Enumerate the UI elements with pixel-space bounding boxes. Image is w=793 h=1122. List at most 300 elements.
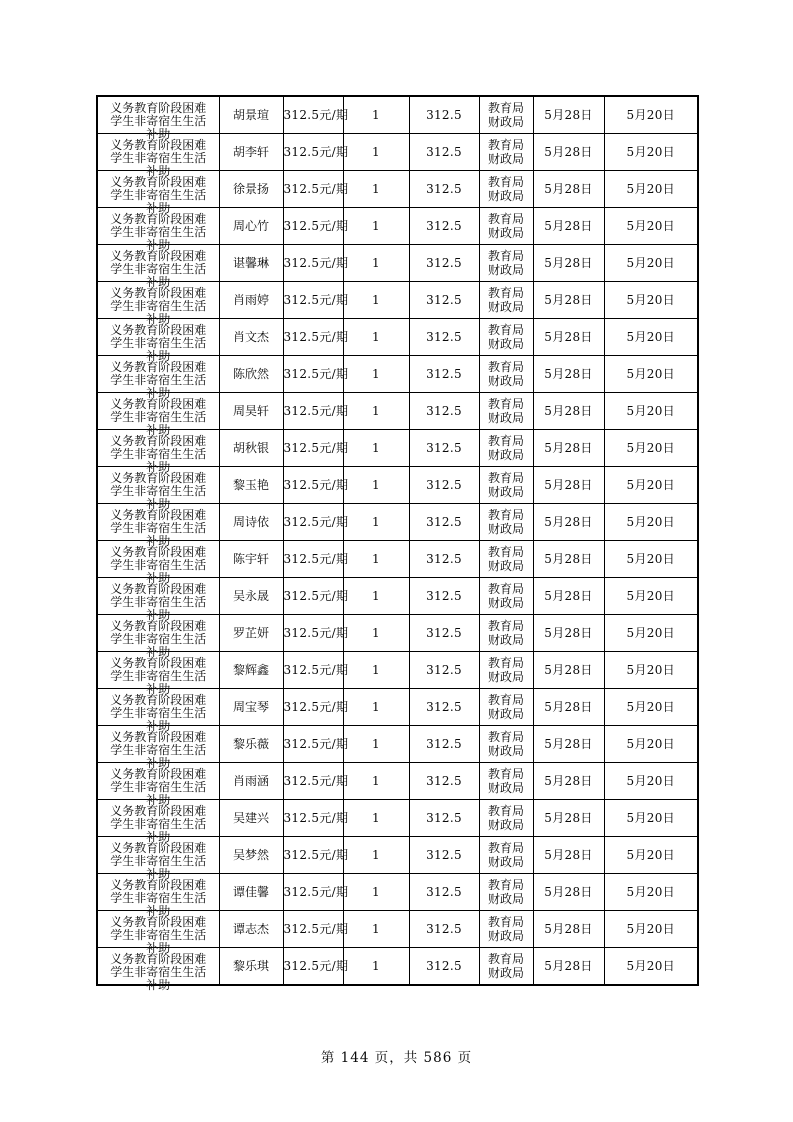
table-row [97,467,698,504]
amount-cell: 312.5 [409,837,479,874]
date2-cell: 5月20日 [604,319,698,356]
student-name-cell: 谭志杰 [219,911,283,948]
agency-line: 财政局 [487,226,524,240]
agency-cell [479,208,533,245]
student-name-cell: 黎玉艳 [219,467,283,504]
agency-text [480,138,533,166]
date2-cell: 5月20日 [604,800,698,837]
quantity-cell: 1 [343,134,409,171]
agency-text [480,878,533,906]
project-cell [97,689,219,733]
student-name-cell: 罗芷妍 [219,615,283,652]
agency-line: 教育局 [487,619,524,633]
agency-text [480,434,533,462]
quantity-cell: 1 [343,504,409,541]
project-cell [97,652,219,696]
student-name-cell: 周宝琴 [219,689,283,726]
standard-cell: 312.5元/期 [283,763,343,800]
standard-cell: 312.5元/期 [283,726,343,763]
project-text [98,507,219,548]
agency-text [480,619,533,647]
quantity-cell: 1 [343,541,409,578]
student-name-cell: 谭佳馨 [219,874,283,911]
quantity-cell: 1 [343,689,409,726]
agency-line: 财政局 [487,596,524,610]
project-line: 补助 [146,126,171,141]
amount-cell: 312.5 [409,763,479,800]
agency-line: 教育局 [487,582,524,596]
agency-text [480,101,533,129]
agency-cell [479,282,533,319]
date1-cell: 5月28日 [533,282,604,319]
student-name-cell: 胡李轩 [219,134,283,171]
quantity-cell: 1 [343,467,409,504]
agency-cell [479,504,533,541]
agency-line: 教育局 [487,471,524,485]
agency-cell [479,800,533,837]
amount-cell: 312.5 [409,430,479,467]
project-cell [97,763,219,807]
amount-cell: 312.5 [409,541,479,578]
agency-line: 教育局 [487,915,524,929]
agency-text [480,323,533,351]
amount-cell: 312.5 [409,171,479,208]
amount-cell: 312.5 [409,96,479,134]
agency-line: 财政局 [487,929,524,943]
amount-cell: 312.5 [409,245,479,282]
agency-cell [479,948,533,986]
agency-text [480,249,533,277]
amount-cell: 312.5 [409,948,479,986]
table-row [97,282,698,319]
project-text [98,248,219,289]
amount-cell: 312.5 [409,689,479,726]
agency-line: 财政局 [487,448,524,462]
project-line: 补助 [146,755,171,770]
date1-cell: 5月28日 [533,541,604,578]
agency-cell [479,171,533,208]
agency-text [480,804,533,832]
agency-line: 财政局 [487,707,524,721]
amount-cell: 312.5 [409,393,479,430]
project-cell [97,504,219,548]
table-row [97,504,698,541]
date1-cell: 5月28日 [533,763,604,800]
standard-cell: 312.5元/期 [283,282,343,319]
date1-cell: 5月28日 [533,319,604,356]
table-row [97,911,698,948]
project-line: 学生非寄宿生生活 [110,668,207,683]
project-line: 义务教育阶段困难 [110,433,207,448]
quantity-cell: 1 [343,171,409,208]
project-line: 义务教育阶段困难 [110,137,207,152]
amount-cell: 312.5 [409,911,479,948]
standard-cell: 312.5元/期 [283,504,343,541]
agency-line: 教育局 [487,508,524,522]
agency-line: 财政局 [487,781,524,795]
amount-cell: 312.5 [409,652,479,689]
student-name-cell: 肖雨涵 [219,763,283,800]
project-line: 补助 [146,792,171,807]
agency-line: 财政局 [487,337,524,351]
project-line: 补助 [146,237,171,252]
agency-text [480,730,533,758]
amount-cell: 312.5 [409,134,479,171]
project-line: 学生非寄宿生生活 [110,372,207,387]
project-line: 学生非寄宿生生活 [110,446,207,461]
table-row [97,763,698,800]
project-text [98,544,219,585]
agency-line: 财政局 [487,300,524,314]
project-line: 学生非寄宿生生活 [110,927,207,942]
project-line: 补助 [146,163,171,178]
quantity-cell: 1 [343,208,409,245]
date2-cell: 5月20日 [604,393,698,430]
project-cell [97,837,219,881]
project-line: 补助 [146,385,171,400]
standard-cell: 312.5元/期 [283,837,343,874]
table-row [97,319,698,356]
agency-cell [479,726,533,763]
project-text [98,655,219,696]
date1-cell: 5月28日 [533,652,604,689]
date2-cell: 5月20日 [604,208,698,245]
project-line: 补助 [146,940,171,955]
project-text [98,877,219,918]
date2-cell: 5月20日 [604,763,698,800]
date2-cell: 5月20日 [604,541,698,578]
quantity-cell: 1 [343,96,409,134]
agency-line: 财政局 [487,189,524,203]
date2-cell: 5月20日 [604,282,698,319]
agency-cell [479,541,533,578]
date1-cell: 5月28日 [533,800,604,837]
project-cell [97,541,219,585]
project-line: 义务教育阶段困难 [110,396,207,411]
student-name-cell: 周诗依 [219,504,283,541]
agency-line: 财政局 [487,633,524,647]
agency-text [480,841,533,869]
project-line: 补助 [146,570,171,585]
agency-line: 教育局 [487,841,524,855]
date2-cell: 5月20日 [604,911,698,948]
project-line: 义务教育阶段困难 [110,766,207,781]
standard-cell: 312.5元/期 [283,319,343,356]
project-text [98,729,219,770]
quantity-cell: 1 [343,319,409,356]
agency-line: 教育局 [487,434,524,448]
quantity-cell: 1 [343,615,409,652]
project-text [98,914,219,955]
agency-text [480,582,533,610]
project-cell [97,393,219,437]
date2-cell: 5月20日 [604,96,698,134]
standard-cell: 312.5元/期 [283,134,343,171]
project-line: 义务教育阶段困难 [110,951,207,966]
project-text [98,692,219,733]
agency-line: 教育局 [487,730,524,744]
standard-cell: 312.5元/期 [283,874,343,911]
project-line: 补助 [146,348,171,363]
standard-cell: 312.5元/期 [283,800,343,837]
project-line: 义务教育阶段困难 [110,285,207,300]
project-line: 补助 [146,903,171,918]
date2-cell: 5月20日 [604,726,698,763]
quantity-cell: 1 [343,430,409,467]
project-cell [97,430,219,474]
date1-cell: 5月28日 [533,96,604,134]
agency-line: 财政局 [487,744,524,758]
project-text [98,840,219,881]
agency-text [480,545,533,573]
project-cell [97,208,219,252]
project-line: 义务教育阶段困难 [110,877,207,892]
amount-cell: 312.5 [409,319,479,356]
project-line: 补助 [146,644,171,659]
table-row [97,356,698,393]
standard-cell: 312.5元/期 [283,356,343,393]
project-text [98,396,219,437]
project-line: 义务教育阶段困难 [110,507,207,522]
quantity-cell: 1 [343,726,409,763]
agency-cell [479,837,533,874]
date2-cell: 5月20日 [604,689,698,726]
project-cell [97,171,219,215]
standard-cell: 312.5元/期 [283,430,343,467]
table-row [97,430,698,467]
project-text [98,951,219,992]
project-line: 补助 [146,459,171,474]
project-cell [97,467,219,511]
project-line: 补助 [146,866,171,881]
date1-cell: 5月28日 [533,430,604,467]
date1-cell: 5月28日 [533,615,604,652]
quantity-cell: 1 [343,800,409,837]
quantity-cell: 1 [343,282,409,319]
project-text [98,322,219,363]
quantity-cell: 1 [343,245,409,282]
project-line: 学生非寄宿生生活 [110,335,207,350]
student-name-cell: 黎乐薇 [219,726,283,763]
table-row [97,615,698,652]
date1-cell: 5月28日 [533,171,604,208]
table-row [97,837,698,874]
quantity-cell: 1 [343,837,409,874]
table-row [97,578,698,615]
standard-cell: 312.5元/期 [283,578,343,615]
agency-line: 教育局 [487,323,524,337]
student-name-cell: 谌馨琳 [219,245,283,282]
amount-cell: 312.5 [409,578,479,615]
table-row [97,652,698,689]
student-name-cell: 吴永晟 [219,578,283,615]
project-line: 义务教育阶段困难 [110,729,207,744]
standard-cell: 312.5元/期 [283,689,343,726]
date1-cell: 5月28日 [533,504,604,541]
table-row [97,393,698,430]
table-row [97,245,698,282]
project-line: 学生非寄宿生生活 [110,187,207,202]
amount-cell: 312.5 [409,800,479,837]
project-line: 补助 [146,977,171,992]
page-number: 第 144 页，共 586 页 [320,1050,473,1066]
project-text [98,470,219,511]
date2-cell: 5月20日 [604,467,698,504]
student-name-cell: 陈宇轩 [219,541,283,578]
amount-cell: 312.5 [409,615,479,652]
project-cell [97,96,219,141]
date1-cell: 5月28日 [533,245,604,282]
table-row [97,800,698,837]
agency-text [480,767,533,795]
project-cell [97,948,219,992]
project-text [98,211,219,252]
standard-cell: 312.5元/期 [283,467,343,504]
agency-line: 教育局 [487,138,524,152]
date2-cell: 5月20日 [604,504,698,541]
quantity-cell: 1 [343,763,409,800]
project-line: 学生非寄宿生生活 [110,853,207,868]
agency-line: 教育局 [487,249,524,263]
agency-line: 财政局 [487,411,524,425]
table-row [97,134,698,171]
project-cell [97,874,219,918]
project-line: 补助 [146,718,171,733]
standard-cell: 312.5元/期 [283,245,343,282]
date1-cell: 5月28日 [533,726,604,763]
standard-cell: 312.5元/期 [283,393,343,430]
quantity-cell: 1 [343,652,409,689]
project-text [98,359,219,400]
project-line: 学生非寄宿生生活 [110,816,207,831]
standard-cell: 312.5元/期 [283,615,343,652]
agency-cell [479,652,533,689]
agency-line: 财政局 [487,115,524,129]
project-text [98,100,219,141]
project-line: 学生非寄宿生生活 [110,483,207,498]
student-name-cell: 周心竹 [219,208,283,245]
agency-cell [479,245,533,282]
agency-line: 财政局 [487,966,524,980]
project-cell [97,134,219,178]
agency-cell [479,911,533,948]
agency-line: 教育局 [487,878,524,892]
agency-text [480,286,533,314]
date2-cell: 5月20日 [604,652,698,689]
date1-cell: 5月28日 [533,948,604,986]
amount-cell: 312.5 [409,356,479,393]
agency-text [480,175,533,203]
student-name-cell: 黎乐琪 [219,948,283,986]
amount-cell: 312.5 [409,726,479,763]
project-line: 补助 [146,274,171,289]
agency-cell [479,319,533,356]
agency-cell [479,134,533,171]
table-body [97,96,698,992]
table-row [97,96,698,134]
agency-cell [479,874,533,911]
subsidy-table [96,95,699,992]
project-line: 义务教育阶段困难 [110,914,207,929]
agency-line: 教育局 [487,175,524,189]
agency-text [480,471,533,499]
project-line: 学生非寄宿生生活 [110,298,207,313]
agency-cell [479,96,533,134]
agency-line: 财政局 [487,892,524,906]
project-line: 义务教育阶段困难 [110,803,207,818]
date2-cell: 5月20日 [604,615,698,652]
project-line: 补助 [146,311,171,326]
table-row [97,541,698,578]
agency-cell [479,393,533,430]
student-name-cell: 胡秋银 [219,430,283,467]
project-text [98,285,219,326]
agency-line: 财政局 [487,522,524,536]
agency-line: 教育局 [487,360,524,374]
project-text [98,803,219,844]
date1-cell: 5月28日 [533,689,604,726]
amount-cell: 312.5 [409,467,479,504]
agency-line: 教育局 [487,286,524,300]
agency-line: 财政局 [487,263,524,277]
amount-cell: 312.5 [409,282,479,319]
table-row [97,171,698,208]
agency-cell [479,430,533,467]
agency-line: 教育局 [487,693,524,707]
project-line: 义务教育阶段困难 [110,248,207,263]
project-cell [97,245,219,289]
student-name-cell: 肖文杰 [219,319,283,356]
project-cell [97,578,219,622]
project-line: 学生非寄宿生生活 [110,705,207,720]
standard-cell: 312.5元/期 [283,911,343,948]
standard-cell: 312.5元/期 [283,652,343,689]
agency-line: 财政局 [487,374,524,388]
project-text [98,581,219,622]
agency-line: 教育局 [487,397,524,411]
project-line: 义务教育阶段困难 [110,581,207,596]
date2-cell: 5月20日 [604,134,698,171]
agency-line: 财政局 [487,559,524,573]
date1-cell: 5月28日 [533,911,604,948]
project-text [98,433,219,474]
agency-text [480,952,533,980]
project-text [98,618,219,659]
project-line: 义务教育阶段困难 [110,470,207,485]
date1-cell: 5月28日 [533,134,604,171]
student-name-cell: 徐景扬 [219,171,283,208]
table-row [97,874,698,911]
student-name-cell: 陈欣然 [219,356,283,393]
date1-cell: 5月28日 [533,467,604,504]
quantity-cell: 1 [343,911,409,948]
agency-cell [479,763,533,800]
table-row [97,208,698,245]
project-line: 学生非寄宿生生活 [110,742,207,757]
date2-cell: 5月20日 [604,356,698,393]
agency-line: 教育局 [487,545,524,559]
quantity-cell: 1 [343,874,409,911]
project-cell [97,911,219,955]
agency-line: 财政局 [487,818,524,832]
agency-text [480,212,533,240]
agency-text [480,693,533,721]
agency-line: 教育局 [487,767,524,781]
standard-cell: 312.5元/期 [283,171,343,208]
project-line: 学生非寄宿生生活 [110,964,207,979]
project-line: 补助 [146,422,171,437]
project-cell [97,726,219,770]
